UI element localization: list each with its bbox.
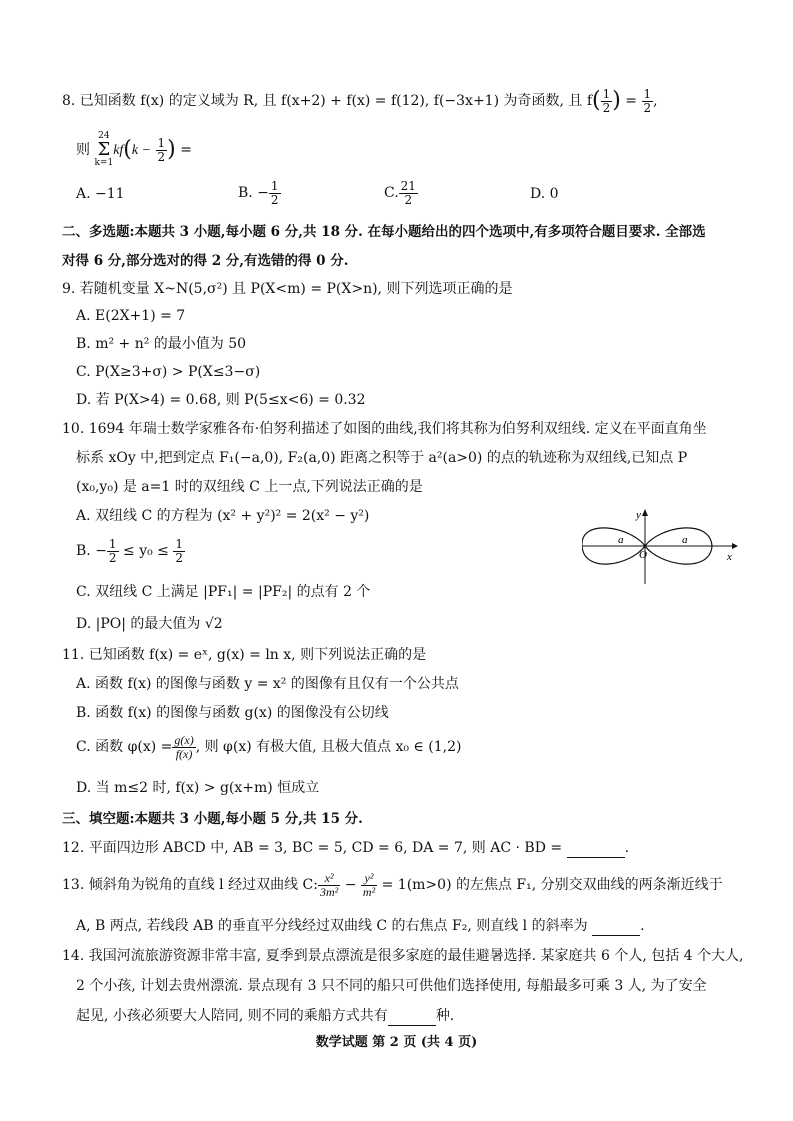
- q10-option-c: C. 双纽线 C 上满足 |PF₁| = |PF₂| 的点有 2 个: [76, 584, 371, 600]
- q8-line1: 8. 已知函数 f(x) 的定义域为 R, 且 f(x+2) + f(x) = f(12), f(−3x+1) 为奇函数, 且 f( $\frac{1}{2}$ ) = $\frac{1}{2}$ ,: [62, 87, 658, 115]
- q8-f-arg: $\frac{1}{2}$: [602, 87, 611, 115]
- q11-stem: 11. 已知函数 f(x) = eˣ, g(x) = ln x, 则下列说法正确的是: [62, 647, 427, 663]
- q8-option-c: C. $\frac{21}{2}$: [384, 179, 416, 207]
- q13-line1: 13. 倾斜角为锐角的直线 l 经过双曲线 C: $\frac{\text{x²}}{\text{3m²}}$ − $\frac{\text{y²}}{\text{m²}}$ = 1(m>0) 的左焦点 F₁, 分别交双曲线的两条渐近线于: [62, 871, 723, 899]
- fig-right-a-label: a: [682, 534, 688, 546]
- q11-option-c: C. 函数 φ(x) = $\frac{g(x)}{f(x)}$ , 则 φ(x) 有极大值, 且极大值点 x₀ ∈ (1,2): [76, 733, 462, 761]
- page-footer: 数学试题 第 2 页 (共 4 页): [315, 1035, 478, 1050]
- section2-heading-line1: 二、多选题:本题共 3 小题,每小题 6 分,共 18 分. 在每小题给出的四个选项中,有多项符合题目要求. 全部选: [62, 224, 706, 240]
- y-axis-arrow: [642, 509, 648, 516]
- sum-symbol: 24 Σ k=1: [94, 131, 114, 168]
- q10-option-a: A. 双纽线 C 的方程为 (x² + y²)² = 2(x² − y²): [76, 508, 370, 524]
- x-axis-arrow: [732, 543, 738, 549]
- q9-option-c: C. P(X≥3+σ) > P(X≤3−σ): [76, 364, 261, 380]
- q8-option-a: A. −11: [76, 186, 125, 202]
- q9-option-b: B. m² + n² 的最小值为 50: [76, 336, 247, 352]
- fig-origin-label: O: [639, 549, 647, 561]
- q14-line2: 2 个小孩, 计划去贵州漂流. 景点现有 3 只不同的船只可供他们选择使用, 每船最多可乘 3 人, 为了安全: [76, 978, 707, 994]
- q10-option-b: B. − $\frac{1}{2}$ ≤ y₀ ≤ $\frac{1}{2}$: [76, 537, 183, 565]
- q10-option-d: D. |PO| 的最大值为 √2: [76, 616, 223, 632]
- lemniscate-figure: [582, 506, 742, 586]
- q13-line2: A, B 两点, 若线段 AB 的垂直平分线经过双曲线 C 的右焦点 F₂, 则直线 l 的斜率为 .: [76, 918, 645, 934]
- q9-option-a: A. E(2X+1) = 7: [76, 308, 186, 324]
- q14-line3: 起见, 小孩必须要大人陪同, 则不同的乘船方式共有 种.: [76, 1008, 455, 1024]
- q12-line: 12. 平面四边形 ABCD 中, AB = 3, BC = 5, CD = 6, DA = 7, 则 AC · BD = .: [62, 840, 630, 856]
- fig-x-label: x: [727, 551, 732, 563]
- q8-eq-val: $\frac{1}{2}$: [643, 87, 652, 115]
- fig-left-a-label: a: [618, 534, 624, 546]
- q10-stem-line2: 标系 xOy 中,把到定点 F₁(−a,0), F₂(a,0) 距离之积等于 a²(a>0) 的点的轨迹称为双纽线,已知点 P: [76, 450, 688, 466]
- q11-option-a: A. 函数 f(x) 的图像与函数 y = x² 的图像有且仅有一个公共点: [76, 676, 459, 692]
- fig-y-label: y: [636, 509, 641, 521]
- q8-line2: 则 24 Σ k=1 kf(k − $\frac{1}{2}$ ) =: [76, 131, 192, 168]
- q8-option-b: B. − $\frac{1}{2}$: [238, 179, 279, 207]
- section3-heading: 三、填空题:本题共 3 小题,每小题 5 分,共 15 分.: [62, 811, 363, 827]
- q8-stem: 8. 已知函数 f(x) 的定义域为 R, 且 f(x+2) + f(x) = f(12), f(−3x+1) 为奇函数, 且 f: [62, 93, 593, 110]
- q14-line1: 14. 我国河流旅游资源非常丰富, 夏季到景点漂流是很多家庭的最佳避暑选择. 某家庭共 6 个人, 包括 4 个大人,: [62, 948, 744, 964]
- q11-option-b: B. 函数 f(x) 的图像与函数 g(x) 的图像没有公切线: [76, 705, 389, 721]
- q14-answer-blank[interactable]: [388, 1008, 436, 1026]
- q11-option-d: D. 当 m≤2 时, f(x) > g(x+m) 恒成立: [76, 780, 320, 796]
- section2-heading-line2: 对得 6 分,部分选对的得 2 分,有选错的得 0 分.: [62, 253, 349, 269]
- q13-answer-blank[interactable]: [592, 918, 640, 936]
- q8-option-d: D. 0: [530, 186, 559, 202]
- q9-option-d: D. 若 P(X>4) = 0.68, 则 P(5≤x<6) = 0.32: [76, 392, 366, 408]
- q12-answer-blank[interactable]: [567, 840, 625, 858]
- q10-stem-line3: (x₀,y₀) 是 a=1 时的双纽线 C 上一点,下列说法正确的是: [76, 479, 423, 495]
- q10-stem-line1: 10. 1694 年瑞士数学家雅各布·伯努利描述了如图的曲线,我们将其称为伯努利双纽线. 定义在平面直角坐: [62, 421, 707, 437]
- q9-stem: 9. 若随机变量 X~N(5,σ²) 且 P(X<m) = P(X>n), 则下列选项正确的是: [62, 281, 513, 297]
